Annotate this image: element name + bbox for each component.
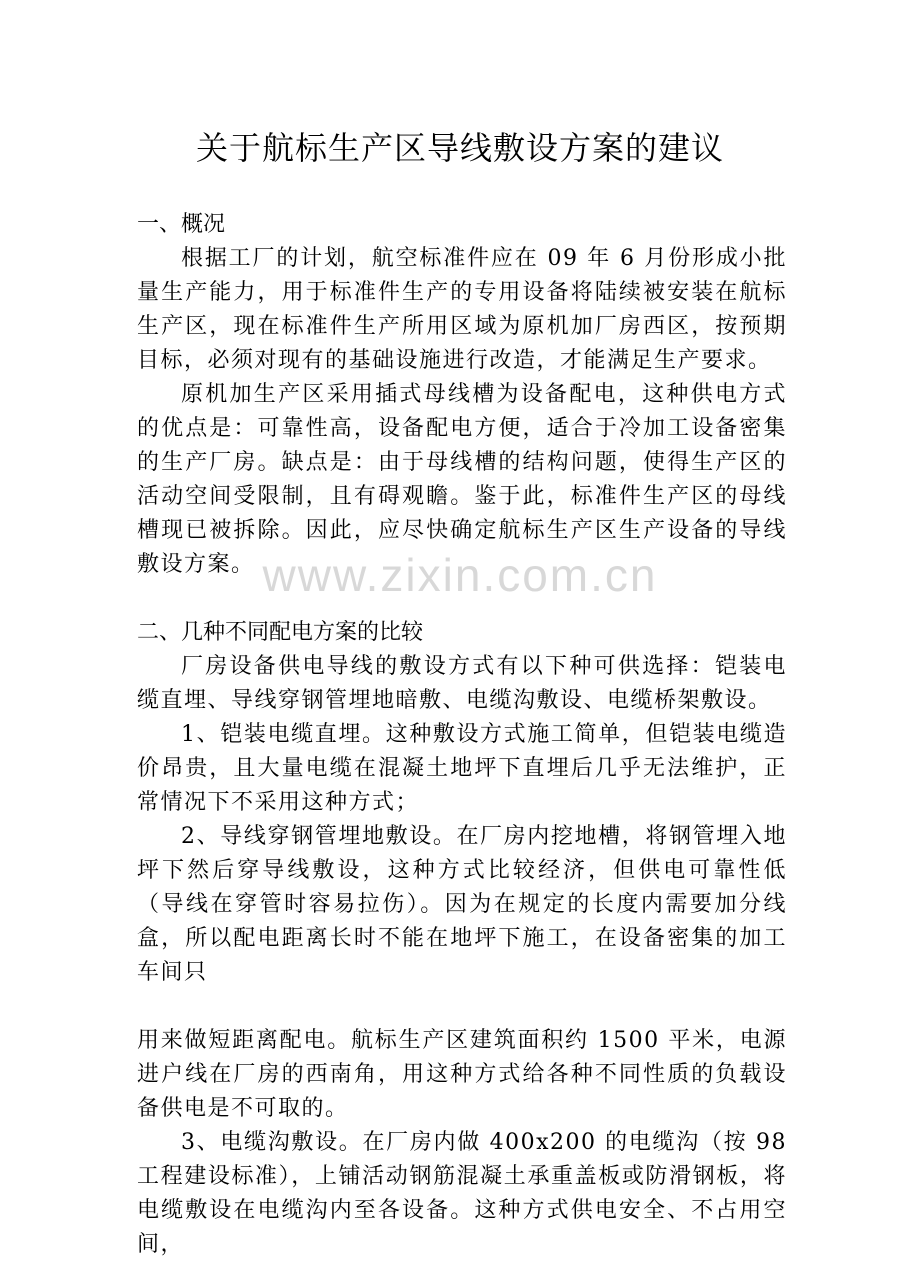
document-title: 关于航标生产区导线敷设方案的建议 <box>195 129 724 167</box>
paragraph-continuation: 用来做短距离配电。航标生产区建筑面积约 1500 平米，电源进户线在厂房的西南角，用这种方式给各种不同性质的负载设备供电是不可取的。 <box>137 1028 787 1121</box>
paragraph: 2、导线穿钢管埋地敷设。在厂房内挖地槽，将钢管埋入地坪下然后穿导线敷设，这种方式比较经济，但供电可靠性低（导线在穿管时容易拉伤）。因为在规定的长度内需要加分线盒，所以配电距离长时不能在地坪下施工，在设备密集的加工车间只 <box>137 824 787 985</box>
section-heading-overview: 一、概况 <box>137 212 226 237</box>
paragraph: 根据工厂的计划，航空标准件应在 09 年 6 月份形成小批量生产能力，用于标准件生产的专用设备将陆续被安装在航标生产区，现在标准件生产所用区域为原机加厂房西区，按预期目标，必须对现有的基础设施进行改造，才能满足生产要求。 <box>137 246 787 373</box>
section-heading-comparison: 二、几种不同配电方案的比较 <box>137 620 424 645</box>
paragraph: 原机加生产区采用插式母线槽为设备配电，这种供电方式的优点是：可靠性高，设备配电方便，适合于冷加工设备密集的生产厂房。缺点是：由于母线槽的结构问题，使得生产区的活动空间受限制，且有碍观瞻。鉴于此，标准件生产区的母线槽现已被拆除。因此，应尽快确定航标生产区生产设备的导线敷设方案。 <box>137 382 787 577</box>
paragraph: 厂房设备供电导线的敷设方式有以下种可供选择：铠装电缆直埋、导线穿钢管埋地暗敷、电缆沟敷设、电缆桥架敷设。 <box>137 654 787 713</box>
watermark: www.zixin.com.cn <box>262 549 658 601</box>
paragraph: 1、铠装电缆直埋。这种敷设方式施工简单，但铠装电缆造价昂贵，且大量电缆在混凝土地坪下直埋后几乎无法维护，正常情况下不采用这种方式； <box>137 722 787 815</box>
document-body <box>137 208 787 1262</box>
blank-line <box>137 582 787 616</box>
paragraph: 3、电缆沟敷设。在厂房内做 400x200 的电缆沟（按 98 工程建设标准），上铺活动钢筋混凝土承重盖板或防滑钢板，将电缆敷设在电缆沟内至各设备。这种方式供电安全、不占用空间， <box>137 1130 787 1257</box>
blank-line <box>137 990 787 1024</box>
